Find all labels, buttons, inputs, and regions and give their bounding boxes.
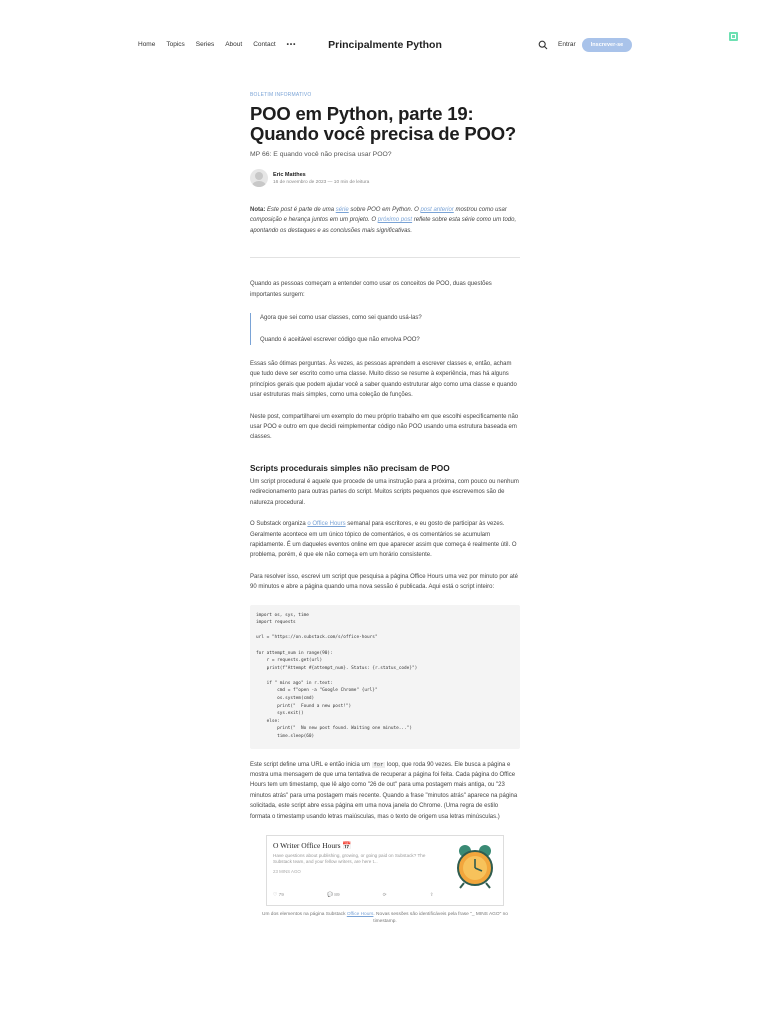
author-byline [250, 169, 520, 187]
calendar-icon: 📅 [342, 840, 352, 850]
main-nav [138, 41, 307, 48]
paragraph-text: O Substack organiza [250, 521, 308, 528]
nav-about[interactable]: About [225, 41, 243, 48]
caption-text: . Novas sessões são identificáveis pela frase "_ MINS AGO" no timestamp. [373, 911, 508, 924]
paragraph: Para resolver isso, escrevi um script que pesquisa a página Office Hours uma vez por minuto por até 90 minutos e abre a página quando uma nova sessão é publicada. Aqui está o script inteiro: [250, 573, 519, 591]
restack-button[interactable]: ⟳ [382, 892, 387, 898]
paragraph [250, 760, 520, 822]
quote-question-1: Agora que sei como usar classes, como sei quando usá-las? [260, 315, 422, 322]
post-meta: 16 de novembro de 2023 — 10 min de leitura [273, 179, 370, 185]
nav-contact[interactable]: Contact [253, 41, 276, 48]
site-header [0, 0, 768, 90]
comment-button[interactable]: 💬 89 [326, 892, 340, 898]
embed-title-text: O Writer Office Hours [273, 840, 341, 850]
paragraph-text: semanal para escritores, e eu gosto de participar às vezes. Geralmente acontece em um único tópico de comentários, e os comentários se acumulam rapidamente. É um daqueles eventos online em que aparecer assim que começa é realmente útil. O problema, porém, é que ele não começa em um horário consistente. [250, 521, 517, 559]
share-button[interactable]: ⇪ [429, 892, 434, 898]
caption-link[interactable]: Office Hours [346, 911, 374, 917]
section-heading: Scripts procedurais simples não precisam de POO [250, 462, 450, 473]
divider [250, 257, 520, 258]
avatar[interactable] [250, 169, 268, 187]
post-title: POO em Python, parte 19: Quando você precisa de POO? [250, 103, 517, 144]
note-text: Este post é parte de uma [265, 207, 336, 213]
paragraph-text: loop, que roda 90 vezes. Ele busca a página e mostra uma mensagem de que uma tentativa de recuperar a página foi feita. Cada página do Office Hours tem um timestamp, que lê algo como "26 de out" para uma postagem mais antiga, ou "23 minutos atrás" para uma postagem mais recente. Quando a frase "minutos atrás" aparece na página solicitada, este script abre essa página em uma nova janela do Chrome. (Uma regra de estilo formata o timestamp usando letras maiúsculas, mas o texto de origem usa letras minúsculas.) [250, 761, 518, 820]
note-label: Nota: [250, 207, 266, 213]
paragraph: Neste post, compartilharei um exemplo do meu próprio trabalho em que escolhi especificamente não usar POO e outro em que decidi reimplementar código não POO usando uma estrutura baseada em classes. [250, 413, 519, 441]
author-name[interactable]: Eric Matthes [273, 171, 306, 178]
paragraph-intro: Quando as pessoas começam a entender como usar os conceitos de POO, duas questões importantes surgem: [250, 281, 492, 298]
quote-question-2: Quando é aceitável escrever código que não envolva POO? [260, 337, 420, 344]
next-post-link[interactable]: próximo post [377, 217, 413, 224]
paragraph: Um script procedural é aquele que procede de uma instrução para a próxima, com pouco ou nenhum redirecionamento para outras partes do script. Muitos scripts pequenos que escrevemos são de natureza procedural. [250, 478, 519, 506]
embed-timestamp: 23 MINS AGO [273, 868, 301, 874]
article [250, 92, 520, 925]
nav-more-button[interactable]: ••• [286, 41, 297, 48]
code-block[interactable]: import os, sys, time import requests url = "https://on.substack.com/s/office-hours" for attempt_num in range(90): r = requests.get(url) print(f"Attempt #{attempt_num}. Status: {r.status_code}") if " mins ago" in r.text: cmd = f"open -a "Google Chrome" {url}" os.system(cmd) print(" Found a new post!") sys.exit() else: print(" No new post found. Waiting one minute...") time.sleep(60) [250, 605, 520, 749]
caption-text: Um dos elementos na página Substack [262, 911, 347, 917]
like-button[interactable]: ♡ 79 [273, 892, 284, 898]
embed-actions [273, 893, 477, 898]
series-link[interactable]: série [335, 207, 349, 213]
nav-series[interactable]: Series [195, 41, 215, 48]
extension-icon[interactable] [729, 32, 738, 41]
paragraph [250, 519, 520, 561]
series-note [250, 205, 520, 236]
search-icon[interactable] [538, 40, 548, 50]
note-text: sobre POO em Python. O [348, 207, 421, 213]
image-caption [250, 911, 520, 925]
site-brand[interactable]: Principalmente Python [328, 39, 442, 51]
note-text: mostrou como usar composição e herança juntos em um projeto. O [250, 207, 507, 224]
embed-description: Have questions about publishing, growing, or going paid on Substack? The Substack team, and your fellow writers, are here t... [273, 852, 426, 865]
subscribe-button[interactable]: Inscrever-se [582, 38, 632, 52]
section-label[interactable]: BOLETIM INFORMATIVO [250, 92, 312, 98]
nav-home[interactable]: Home [138, 41, 156, 48]
note-text: reflete sobre esta série como um todo, apontando os destaques e as conclusões mais significativas. [250, 217, 517, 234]
post-subtitle: MP 66: E quando você não precisa usar POO? [250, 151, 392, 158]
signin-link[interactable]: Entrar [558, 41, 576, 48]
previous-post-link[interactable]: post anterior [420, 207, 454, 213]
nav-topics[interactable]: Topics [166, 41, 185, 48]
inline-code: for [373, 761, 384, 768]
paragraph: Essas são ótimas perguntas. Às vezes, as pessoas aprendem a escrever classes e, então, acham que tudo deve ser escrito como uma classe. Muito disso se resume à experiência, mas há alguns princípios gerais que podem ajudar você a saber quando estruturar algo como uma classe e quando usar estruturas mais simples, como uma coleção de funções. [250, 361, 517, 399]
office-hours-link[interactable]: o Office Hours [307, 521, 346, 528]
embedded-post-card[interactable] [266, 835, 504, 906]
blockquote [250, 313, 520, 345]
paragraph-text: Este script define uma URL e então inicia um [250, 761, 372, 768]
alarm-clock-icon [452, 843, 498, 889]
